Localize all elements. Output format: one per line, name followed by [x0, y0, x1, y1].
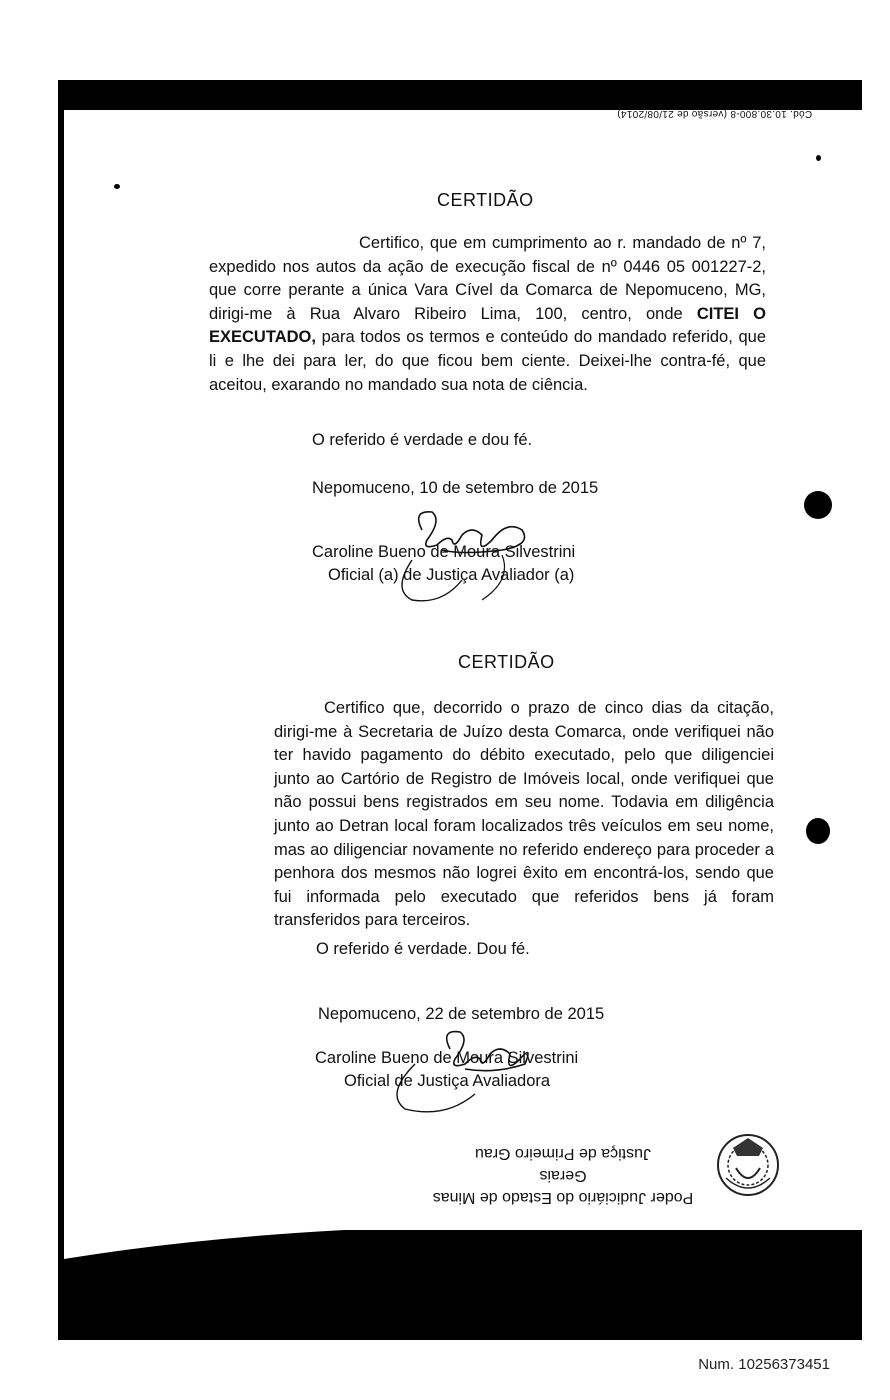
scan-speck	[114, 184, 120, 189]
page-number: Num. 10256373451	[698, 1356, 830, 1373]
signature-1	[382, 500, 532, 610]
punch-hole-2	[806, 818, 830, 844]
certidao-body-2	[274, 697, 774, 933]
closing-2: O referido é verdade. Dou fé.	[316, 940, 530, 958]
form-code: Cód. 10.30.800-8 (versão de 21/08/2014)	[617, 108, 813, 119]
place-date-2: Nepomuceno, 22 de setembro de 2015	[318, 1005, 605, 1023]
certidao-title-2: CERTIDÃO	[458, 652, 555, 672]
scan-speck	[816, 155, 821, 161]
citei-executado-text: CITEI O EXECUTADO,	[209, 304, 766, 347]
closing-1: O referido é verdade e dou fé.	[312, 431, 533, 449]
court-stamp-line-2: Justiça de Primeiro Grau	[474, 1145, 652, 1162]
certidao-body-1	[209, 232, 766, 397]
place-date-1: Nepomuceno, 10 de setembro de 2015	[312, 479, 599, 497]
court-stamp-text	[418, 1142, 708, 1208]
signature-2	[385, 1024, 535, 1124]
certidao-title-1: CERTIDÃO	[437, 190, 534, 210]
signer-role-1: Oficial (a) de Justiça Avaliador (a)	[328, 566, 575, 584]
scan-border-bottom	[58, 1230, 862, 1340]
court-seal-emblem	[711, 1128, 785, 1202]
certidao-body-1-end: para todos os termos e conteúdo do mandado referido, que li e lhe dei para ler, do que ficou bem ciente. Deixei-lhe contra-fé, que aceitou, exarando no mandado sua nota de ciência.	[209, 328, 766, 394]
punch-hole-1	[804, 491, 832, 519]
scan-border-top	[58, 80, 862, 110]
signer-name-1: Caroline Bueno de Moura Silvestrini	[312, 543, 576, 561]
signer-role-2: Oficial de Justiça Avaliadora	[344, 1072, 551, 1090]
court-stamp-line-1: Poder Judiciário do Estado de Minas Gerais	[432, 1167, 694, 1206]
certidao-body-2-text: Certifico que, decorrido o prazo de cinco dias da citação, dirigi-me à Secretaria de Juízo desta Comarca, onde verifiquei não ter havido pagamento do débito executado, pelo que diligenciei junto ao Cartório de Registro de Imóveis local, onde verifiquei que não possui bens registrados em seu nome. Todavia em diligência junto ao Detran local foram localizados três veículos em seu nome, mas ao diligenciar novamente no referido endereço para proceder a penhora dos mesmos não logrei êxito em encontrá-los, sendo que fui informada pelo executado que referidos bens já foram transferidos para terceiros.	[274, 699, 774, 930]
signer-name-2: Caroline Bueno de Moura Silvestrini	[315, 1049, 579, 1067]
certidao-body-1-start: Certifico, que em cumprimento ao r. mandado de nº 7, expedido nos autos da ação de execução fiscal de nº 0446 05 001227-2, que corre perante a única Vara Cível da Comarca de Nepomuceno, MG, dirigi-me à Rua Alvaro Ribeiro Lima, 100, centro, onde	[209, 234, 766, 323]
